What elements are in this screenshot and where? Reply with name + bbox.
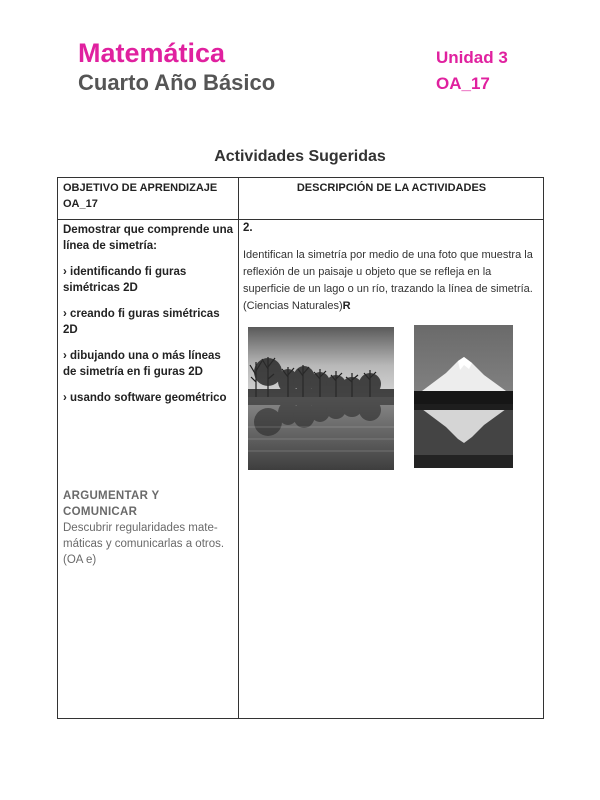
header-right — [436, 48, 508, 94]
objective-item: › identificando fi guras simétricas 2D — [63, 266, 187, 294]
section-title: Actividades Sugeridas — [214, 148, 386, 165]
objective-column-header: OBJETIVO DE APRENDIZAJE OA_17 — [63, 182, 218, 210]
objective-item: › creando fi guras simétricas 2D — [63, 308, 220, 336]
unit-label: Unidad 3 — [436, 48, 508, 67]
activity-description — [243, 247, 539, 315]
oa-label: OA_17 — [436, 74, 490, 93]
lake-trees-reflection-photo — [248, 327, 394, 470]
activity-number: 2. — [243, 222, 253, 234]
activity-description-end: R — [342, 300, 351, 312]
activities-table — [57, 177, 544, 719]
objective-item: › usando software geométrico — [63, 392, 227, 404]
skills-block — [63, 488, 235, 568]
header-left — [78, 38, 275, 96]
subject-title: Matemática — [78, 38, 226, 68]
grade-title: Cuarto Año Básico — [78, 70, 276, 95]
objective-cell — [63, 222, 235, 416]
objective-intro: Demostrar que comprende una línea de simetría: — [63, 224, 233, 252]
description-column-header: DESCRIPCIÓN DE LA ACTIVIDADES — [296, 182, 487, 194]
activity-description-text: Identifican la simetría por medio de una foto que muestra la reflexión de un paisaje u objeto que se refleja en la superficie de un lago o un río, trazando la línea de simetría. (Ciencias Naturales) — [243, 249, 533, 312]
objective-item: › dibujando una o más líneas de simetría en fi guras 2D — [63, 350, 221, 378]
skills-text: Descubrir regularidades mate-máticas y comunicarlas a otros. (OA e) — [63, 522, 225, 566]
header-row-divider — [58, 219, 543, 220]
column-divider — [238, 178, 239, 718]
mountain-reflection-photo — [414, 325, 513, 468]
skills-title: ARGUMENTAR Y COMUNICAR — [63, 490, 160, 518]
